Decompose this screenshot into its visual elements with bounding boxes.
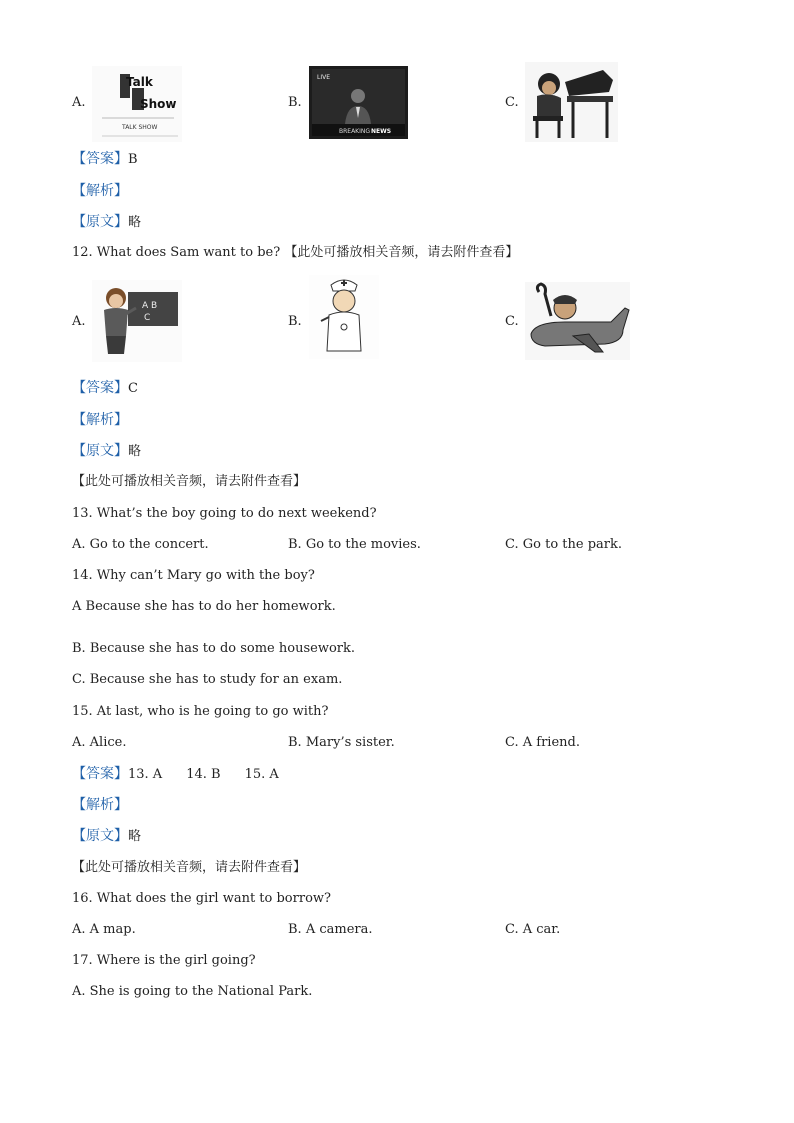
- answer-15: 15. A: [244, 767, 279, 782]
- answer-value: B: [128, 152, 138, 167]
- q15-question: 15. At last, who is he going to go with?: [72, 704, 329, 719]
- pilot-airplane-image: [525, 282, 630, 360]
- q12-analysis-tag: 【解析】: [72, 412, 128, 428]
- q12-question: 12. What does Sam want to be? 【此处可播放相关音频，请去附件查看】: [72, 245, 519, 260]
- q15-option-b: B. Mary’s sister.: [288, 735, 395, 750]
- q16-option-c: C. A car.: [505, 922, 561, 937]
- q11-analysis-tag: 【解析】: [72, 183, 128, 199]
- answer-14: 14. B: [186, 767, 221, 782]
- q12-option-c-label: C.: [505, 314, 519, 329]
- q16-option-a: A. A map.: [72, 922, 136, 937]
- q11-answer: [72, 151, 138, 168]
- q14-question: 14. Why can’t Mary go with the boy?: [72, 568, 315, 583]
- q13-option-b: B. Go to the movies.: [288, 537, 421, 552]
- q17-option-a: A. She is going to the National Park.: [72, 984, 313, 999]
- piano-player-image: [525, 62, 618, 142]
- q11-option-a-label: A.: [72, 95, 86, 110]
- news-anchor-image: [309, 66, 408, 139]
- audio-note: 【此处可播放相关音频，请去附件查看】: [72, 860, 307, 875]
- talk-show-image: [92, 66, 182, 142]
- q11-option-b-label: B.: [288, 95, 302, 110]
- original-value: 略: [128, 444, 142, 459]
- q12-answer: [72, 380, 138, 397]
- show-text: Show: [140, 97, 177, 111]
- doctor-image: [309, 275, 379, 359]
- talk-show-caption: TALK SHOW: [122, 124, 158, 131]
- q15-option-a: A. Alice.: [72, 735, 127, 750]
- teacher-image: [92, 280, 182, 362]
- q16-question: 16. What does the girl want to borrow?: [72, 891, 331, 906]
- talk-text: Talk: [126, 75, 153, 89]
- q12-original: [72, 443, 141, 460]
- breaking-text: BREAKING: [339, 128, 371, 135]
- q14-option-c: C. Because she has to study for an exam.: [72, 672, 343, 687]
- q14-option-b: B. Because she has to do some housework.: [72, 641, 355, 656]
- group-answer: [72, 766, 279, 783]
- answer-tag: 【答案】: [72, 151, 128, 167]
- original-tag: 【原文】: [72, 828, 128, 844]
- live-text: LIVE: [317, 74, 331, 81]
- q15-option-c: C. A friend.: [505, 735, 580, 750]
- group-original: [72, 828, 141, 845]
- original-tag: 【原文】: [72, 443, 128, 459]
- answer-tag: 【答案】: [72, 766, 128, 782]
- group-analysis-tag: 【解析】: [72, 797, 128, 813]
- q13-question: 13. What’s the boy going to do next weekend?: [72, 506, 377, 521]
- news-text: NEWS: [371, 128, 392, 135]
- answer-tag: 【答案】: [72, 380, 128, 396]
- audio-note: 【此处可播放相关音频，请去附件查看】: [72, 474, 307, 489]
- q11-option-c-label: C.: [505, 95, 519, 110]
- q16-option-b: B. A camera.: [288, 922, 373, 937]
- answer-value: C: [128, 381, 138, 396]
- original-tag: 【原文】: [72, 214, 128, 230]
- svg-text:C: C: [144, 313, 151, 323]
- original-value: 略: [128, 215, 142, 230]
- q14-option-a: A Because she has to do her homework.: [72, 599, 336, 614]
- q11-original: [72, 214, 141, 231]
- q13-option-c: C. Go to the park.: [505, 537, 622, 552]
- q12-option-a-label: A.: [72, 314, 86, 329]
- q13-option-a: A. Go to the concert.: [72, 537, 209, 552]
- original-value: 略: [128, 829, 142, 844]
- q17-question: 17. Where is the girl going?: [72, 953, 256, 968]
- q12-option-b-label: B.: [288, 314, 302, 329]
- svg-text:A B: A B: [142, 301, 158, 311]
- answer-13: 13. A: [128, 767, 163, 782]
